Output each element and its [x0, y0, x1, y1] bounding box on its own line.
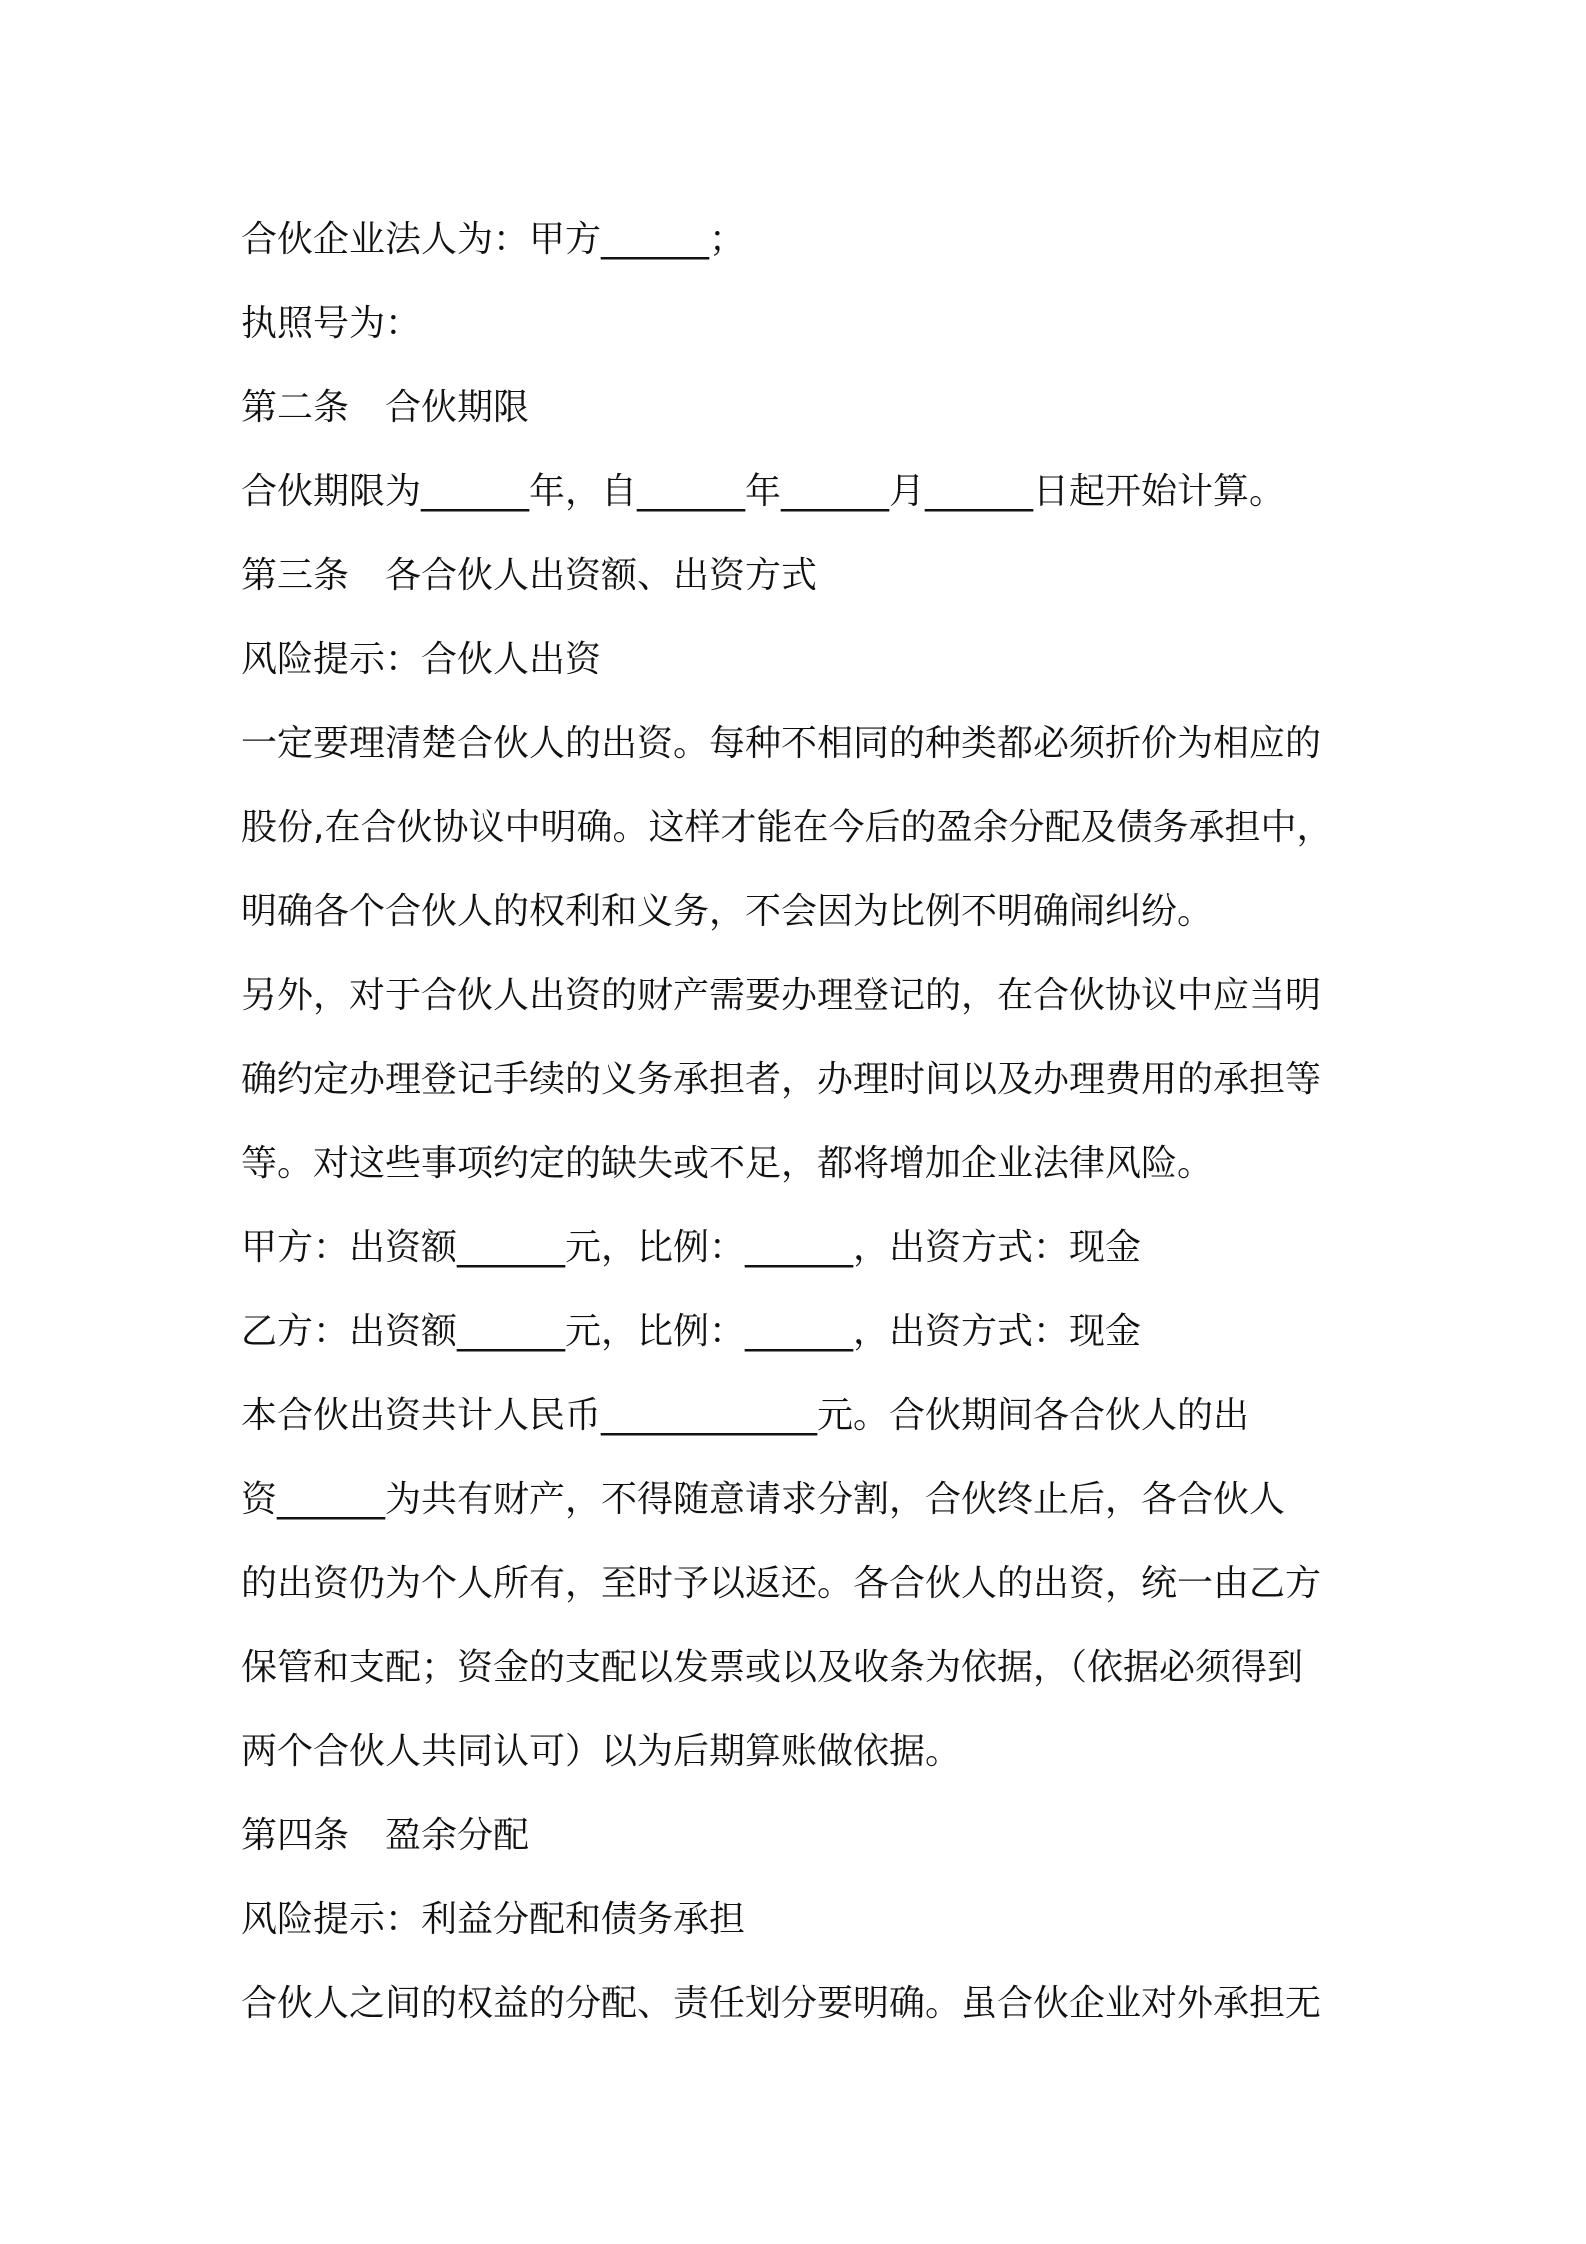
- paragraph-line: 等。对这些事项约定的缺失或不足，都将增加企业法律风险。: [241, 1143, 1214, 1184]
- text-line-license-number: 执照号为：: [241, 303, 422, 344]
- paragraph-line: 资______为共有财产，不得随意请求分割，合伙终止后，各合伙人: [241, 1479, 1286, 1520]
- party-a-contribution: 甲方：出资额______元，比例：______，出资方式：现金: [241, 1227, 1142, 1268]
- paragraph-line: 的出资仍为个人所有，至时予以返还。各合伙人的出资，统一由乙方: [241, 1563, 1322, 1604]
- document-body: [241, 198, 1381, 2046]
- paragraph-line: 保管和支配；资金的支配以发票或以及收条为依据，（依据必须得到: [241, 1647, 1304, 1688]
- text-line-legal-person: 合伙企业法人为：甲方______；: [241, 219, 746, 260]
- paragraph-line: 确约定办理登记手续的义务承担者，办理时间以及办理费用的承担等: [241, 1059, 1322, 1100]
- paragraph-line: 合伙人之间的权益的分配、责任划分要明确。虽合伙企业对外承担无: [241, 1983, 1322, 2024]
- paragraph-line: 两个合伙人共同认可）以为后期算账做依据。: [241, 1731, 962, 1772]
- paragraph-line: 股份,在合伙协议中明确。这样才能在今后的盈余分配及债务承担中，: [241, 807, 1333, 848]
- paragraph-line: 本合伙出资共计人民币____________元。合伙期间各合伙人的出: [241, 1395, 1250, 1436]
- text-line-partnership-term: 合伙期限为______年，自______年______月______日起开始计算。: [241, 471, 1286, 512]
- article-2-heading: 第二条 合伙期限: [241, 387, 530, 428]
- paragraph-line: 明确各个合伙人的权利和义务，不会因为比例不明确闹纠纷。: [241, 891, 1214, 932]
- article-4-heading: 第四条 盈余分配: [241, 1815, 530, 1856]
- paragraph-line: 一定要理清楚合伙人的出资。每种不相同的种类都必须折价为相应的: [241, 723, 1322, 764]
- party-b-contribution: 乙方：出资额______元，比例：______，出资方式：现金: [241, 1311, 1142, 1352]
- paragraph-line: 另外，对于合伙人出资的财产需要办理登记的，在合伙协议中应当明: [241, 975, 1322, 1016]
- risk-tip-contribution: 风险提示：合伙人出资: [241, 639, 602, 680]
- risk-tip-profit-distribution: 风险提示：利益分配和债务承担: [241, 1899, 746, 1940]
- article-3-heading: 第三条 各合伙人出资额、出资方式: [241, 555, 818, 596]
